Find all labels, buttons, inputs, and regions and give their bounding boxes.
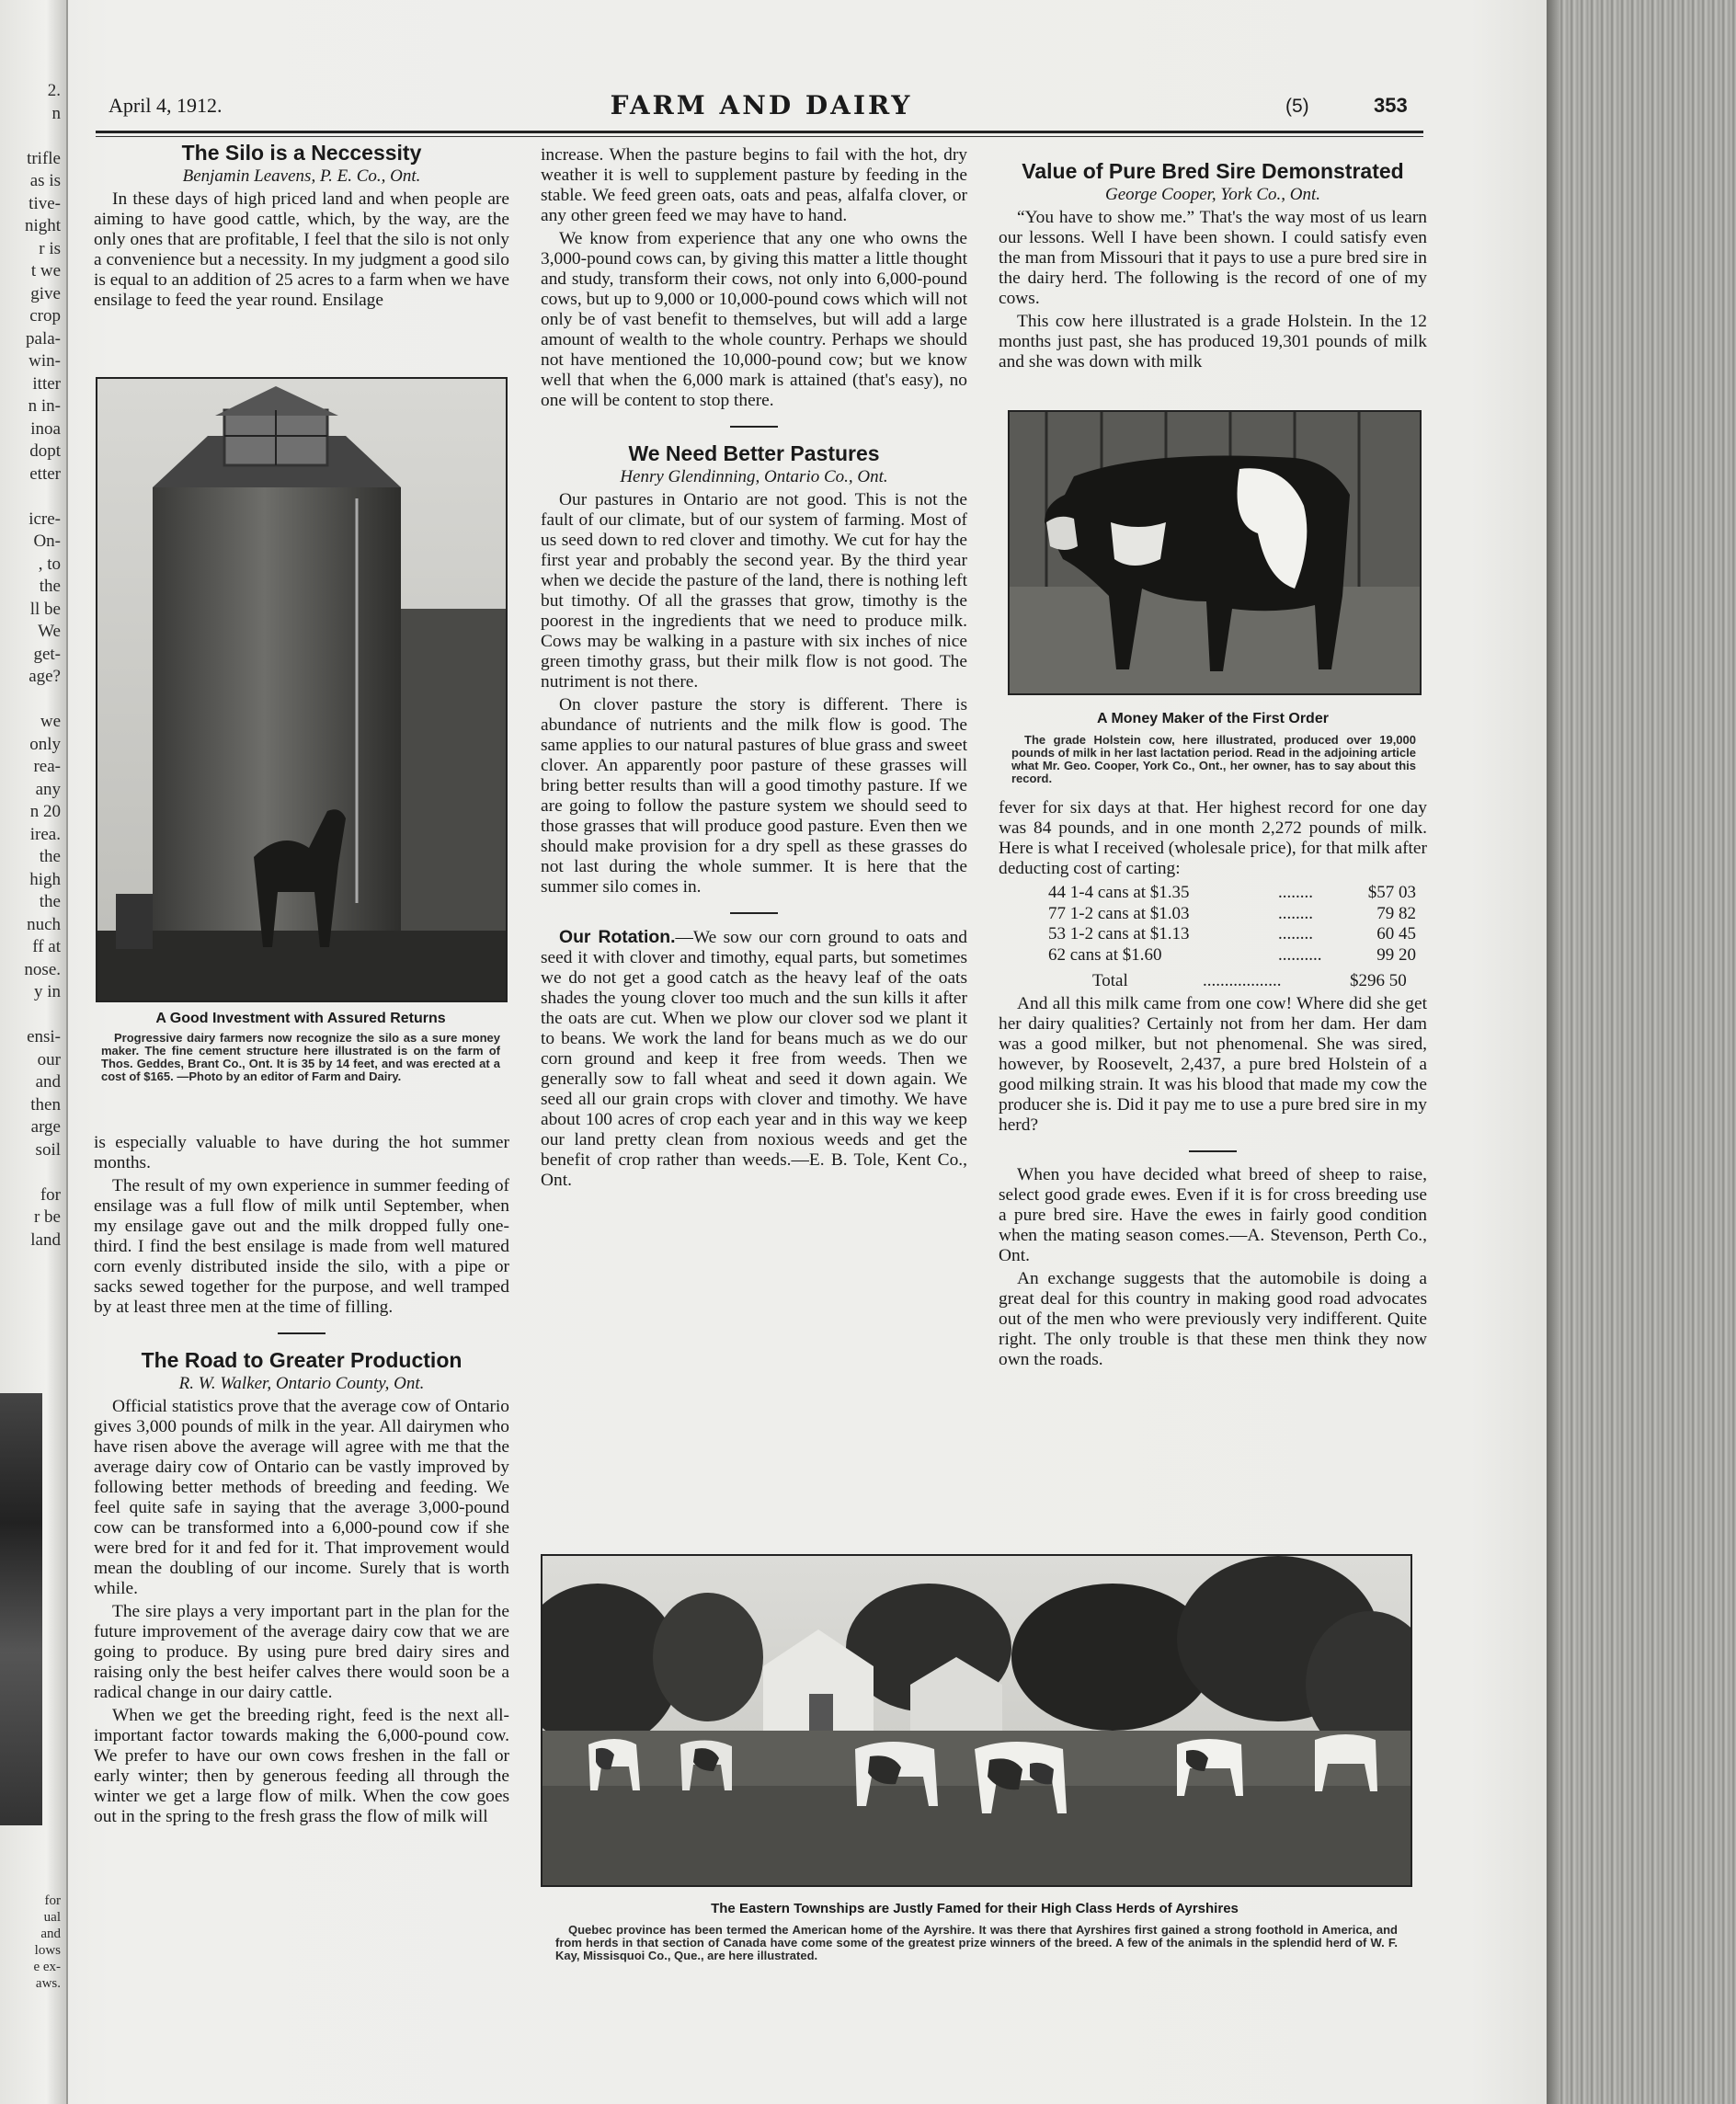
sire-article-paragraph: fever for six days at that. Her highest record for one day was 84 pounds, and in one month 2,272 pounds of milk. Here is what I received (wholesale price), for that milk after deducting cost of carting:	[999, 798, 1427, 878]
article-divider	[730, 426, 778, 428]
header-rule-thin	[96, 136, 1423, 137]
previous-page-text-fragment: y in	[33, 982, 61, 1001]
ledger-item: 77 1-2 cans at $1.03	[1048, 903, 1190, 923]
section-page-number: (5)	[1285, 96, 1309, 117]
previous-page-text-fragment: night	[24, 216, 61, 235]
previous-page-text-fragment: for	[40, 1184, 61, 1205]
column-1-bottom	[94, 1133, 509, 1827]
previous-page-text-fragment: On-	[33, 532, 61, 551]
masthead: FARM AND DAIRY	[610, 90, 913, 120]
ledger-item: 62 cans at $1.60	[1048, 944, 1162, 965]
previous-page-text-fragment: high	[29, 869, 61, 889]
pastures-article-paragraph: Our pastures in Ontario are not good. This is not the fault of our climate, but of our system of farming. Most of us seed down to red clover and timothy. We cut for hay the first year and probably the second year. By the third year when we decide the pasture of the land, there is nothing left but timothy. Of all the grasses that grow, timothy is the poorest in the ingredients that we need to produce milk. Cows may be walking in a pasture with six inches of nice green timothy grass, but their milk flow is not good. The nutriment is not there.	[541, 490, 967, 692]
sire-article-paragraph: “You have to show me.” That's the way most of us learn our lessons. Well I have been shown. I could satisfy even the man from Missouri that it pays to use a pure bred sire in the dairy herd. The following is the record of one of my cows.	[999, 208, 1427, 308]
previous-page-text-fragment: arge	[30, 1117, 61, 1137]
previous-page-text-fragment: We	[38, 622, 61, 641]
ledger-total-label: Total	[1092, 971, 1128, 990]
previous-page-text-fragment: our	[37, 1049, 61, 1069]
previous-page-text-fragment: trifle	[27, 148, 61, 168]
previous-page-text-fragment: aws.	[35, 1976, 61, 1991]
previous-page-text-fragment: then	[30, 1094, 61, 1115]
silo-article-paragraph: The result of my own experience in summer feeding of ensilage was a full flow of milk until September, when my ensilage gave out and the milk dropped fully one-third. I find the best ensilage is made from well matured corn evenly distributed inside the silo, with a pipe or sacks sewed together for the purpose, and well tramped by at least three men at the time of filling.	[94, 1176, 509, 1317]
ledger-amount: $57 03	[1367, 883, 1416, 902]
holstein-cow-photo	[1008, 410, 1422, 695]
ledger-amount: 99 20	[1376, 944, 1416, 965]
previous-page-edge	[0, 0, 68, 2104]
ledger-leader: ..........	[1278, 944, 1322, 965]
column-1-top	[94, 140, 509, 311]
cow-photo-caption-title: A Money Maker of the First Order	[1097, 711, 1329, 726]
sire-article-paragraph: And all this milk came from one cow! Where did she get her dairy qualities? Certainly not from her dam. Her dam was a good milker, but not phenomenal. She was sired, however, by Roosevelt, 2,437, a pure bred Holstein of a good milking strain. It was his blood that made my cow the producer she is. Did it pay me to use a pure bred sire in my herd?	[999, 993, 1427, 1135]
ledger-leader: ........	[1278, 883, 1313, 902]
previous-page-text-fragment: nose.	[24, 959, 61, 979]
road-article-byline: R. W. Walker, Ontario County, Ont.	[178, 1374, 425, 1393]
herd-photo-caption-title: The Eastern Townships are Justly Famed for their High Class Herds of Ayrshires	[711, 1901, 1239, 1916]
sire-article-paragraph: This cow here illustrated is a grade Holstein. In the 12 months just past, she has produced 19,301 pounds of milk and she was down with milk	[999, 312, 1427, 372]
previous-page-text-fragment: 2.	[47, 81, 61, 100]
ledger-amount: 79 82	[1376, 903, 1416, 923]
cow-photo-caption-text: The grade Holstein cow, here illustrated, produced over 19,000 pounds of milk in her last lactation period. Read in the adjoining article what Mr. Geo. Cooper, York Co., Ont., her owner, has to say about this record.	[1011, 733, 1416, 785]
column-3-bottom	[999, 798, 1427, 1370]
sire-article-title: Value of Pure Bred Sire Demonstrated	[1022, 159, 1404, 183]
road-article-paragraph: When we get the breeding right, feed is the next all-important factor towards making the 6,000-pound cow. We prefer to have our own cows freshen in the fall or early winter; then by generous feeding all through the winter we get a large flow of milk. When the cow goes out in the spring to the fresh grass the flow of milk will	[94, 1706, 509, 1826]
previous-page-text-fragment: irea.	[29, 824, 61, 844]
previous-page-text-fragment: tive-	[29, 193, 61, 213]
ledger-row	[999, 904, 1427, 925]
milk-income-ledger	[999, 883, 1427, 992]
holstein-cow-image	[1010, 412, 1420, 693]
previous-page-text-fragment: pala-	[26, 328, 61, 349]
pastures-article-byline: Henry Glendinning, Ontario Co., Ont.	[620, 467, 888, 486]
previous-page-text-fragment: and	[40, 1927, 61, 1941]
automobile-note: An exchange suggests that the automobile is doing a great deal for this country in making good road advocates out of the men who were previously very indifferent. Quite right. The only trouble is that these men think they now own the roads.	[999, 1268, 1427, 1369]
previous-page-text-fragment: ual	[43, 1910, 61, 1925]
silo-photo-caption-text: Progressive dairy farmers now recognize the silo as a sure money maker. The fine cement structure here illustrated is on the farm of Thos. Geddes, Brant Co., Ont. It is 35 by 14 feet, and was erected at a cost of $165. —Photo by an editor of Farm and Dairy.	[101, 1031, 500, 1083]
previous-page-text-fragment: age?	[29, 667, 61, 686]
previous-page-text-fragment: inoa	[30, 418, 61, 439]
article-divider	[730, 912, 778, 914]
article-divider	[278, 1332, 326, 1334]
previous-page-text-fragment: crop	[29, 306, 61, 326]
ledger-leader: ........	[1278, 924, 1313, 943]
book-page-edges	[1547, 0, 1736, 2104]
previous-page-text-fragment: ff at	[32, 937, 61, 956]
header-rule	[96, 131, 1423, 133]
road-article-paragraph: Official statistics prove that the average cow of Ontario gives 3,000 pounds of milk in the year. All dairymen who have risen above the average will agree with me that the average dairy cow of Ontario can be vastly improved by following better methods of breeding and feeding. We feel quite safe in saying that the average 3,000-pound cow can be transformed into a 6,000-pound cow if she were bred for it and fed for it. That improvement would mean the doubling of our income. Surely that is worth while.	[94, 1397, 509, 1598]
silo-image	[97, 379, 506, 1001]
ayrshire-herd-image	[542, 1556, 1410, 1885]
silo-article-paragraph: In these days of high priced land and when people are aiming to have good cattle, which, by the way, are the only ones that are profitable, I feel that the silo is not only a convenience but a necessity. In my judgment a good silo is equal to an addition of 25 acres to a farm when we have ensilage to feed the year round. Ensilage	[94, 189, 509, 310]
previous-page-photo-fragment	[0, 1393, 42, 1825]
previous-page-text-fragment: land	[30, 1229, 61, 1250]
silo-article-title: The Silo is a Neccessity	[181, 141, 422, 165]
sire-article-byline: George Cooper, York Co., Ont.	[1105, 185, 1320, 204]
previous-page-text-fragment: we	[40, 712, 61, 731]
previous-page-text-fragment: get-	[33, 644, 61, 664]
ledger-row	[999, 924, 1427, 945]
silo-article-paragraph: is especially valuable to have during the hot summer months.	[94, 1133, 509, 1172]
silo-photo-caption	[101, 1032, 500, 1083]
previous-page-text-fragment: give	[30, 283, 61, 303]
sheep-note: When you have decided what breed of sheep to raise, select good grade ewes. Even if it is for cross breeding use a pure bred sire. Have the ewes in fairly good condition when the mating season comes.—A. Stevenson, Perth Co., Ont.	[999, 1164, 1427, 1265]
previous-page-text-fragment: n	[51, 103, 61, 123]
ledger-total-leader: ..................	[1203, 971, 1282, 990]
ledger-amount: 60 45	[1376, 924, 1416, 943]
ledger-leader: ........	[1278, 903, 1313, 923]
previous-page-text-fragment: and	[35, 1072, 61, 1092]
herd-photo-caption-text: Quebec province has been termed the American home of the Ayrshire. It was there that Ayrshires first gained a strong foothold in America, and from herds in that section of Canada have come some of the greatest prize winners of the breed. A few of the animals in the splendid herd of W. F. Kay, Missisquoi Co., Que., are here illustrated.	[555, 1923, 1398, 1962]
ledger-total-row	[999, 971, 1427, 992]
ledger-item: 44 1-4 cans at $1.35	[1048, 883, 1190, 902]
road-article-paragraph: We know from experience that any one who owns the 3,000-pound cows can, by giving this matter a little thought and study, transform their cows, not only into 6,000-pound cows, but up to 9,000 or 10,000-pound cows which will not only be of vast benefit to themselves, but will add a large amount of wealth to the whole country. Perhaps we should not have mentioned the 10,000-pound cow; but we know well that when the 6,000 mark is attained (that's easy), no one will be content to stop there.	[541, 229, 967, 410]
rotation-article-text: —We sow our corn ground to oats and seed it with clover and timothy, equal parts, but sometimes we do not get a good catch as the heavy leaf of the oats shades the young clover too much and the sun kills it after the oats are cut. When we plow our clover sod we plant it to beans. We work the land for beans much as we do our corn ground and keep it free from weeds. Then we generally sow to fall wheat and seed it down again. We seed all our grain crops with clover and timothy. We have about 100 acres of crop each year and in this way we keep our land pretty clean from noxious weeds and get the benefit of crop rather than weeds.—E. B. Tole, Kent Co., Ont.	[541, 928, 967, 1190]
column-3-top	[999, 158, 1427, 372]
silo-article-byline: Benjamin Leavens, P. E. Co., Ont.	[182, 166, 421, 186]
article-divider	[1189, 1150, 1237, 1152]
issue-date: April 4, 1912.	[108, 94, 223, 117]
previous-page-text-fragment: dopt	[29, 441, 61, 461]
road-article-paragraph: increase. When the pasture begins to fail with the hot, dry weather it is well to supplement pasture by feeding in the stable. We feed green oats, oats and peas, alfalfa clover, or any other green feed we may have to hand.	[541, 145, 967, 225]
ledger-total-amount: $296 50	[1350, 971, 1407, 990]
previous-page-text-fragment: n 20	[29, 802, 61, 821]
road-article-title: The Road to Greater Production	[141, 1348, 463, 1372]
road-article-paragraph: The sire plays a very important part in the plan for the future improvement of the average dairy cow that we are going to produce. By using pure bred dairy sires and raising only the best heifer calves there would soon be a radical change in our dairy cattle.	[94, 1602, 509, 1702]
previous-page-text-fragment: the	[39, 847, 61, 866]
column-2	[541, 145, 967, 1191]
silo-photo	[96, 377, 508, 1002]
previous-page-text-fragment: n in-	[28, 396, 61, 416]
silo-photo-caption-title: A Good Investment with Assured Returns	[155, 1011, 446, 1026]
previous-page-text-fragment: icre-	[29, 509, 61, 529]
previous-page-text-fragment: r is	[39, 238, 61, 258]
pastures-article-paragraph: On clover pasture the story is different. There is abundance of nutrients and the milk flow is good. The same applies to our natural pastures of blue grass and sweet clover. An apparently poor pasture of these grasses will bring better results than will a good timothy pasture. If we are going to follow the pasture system we should seed to those grasses that will produce good pasture. Even then we should make provision for a dry spell as these grasses do not last during the whole summer. It is here that the summer silo comes in.	[541, 695, 967, 897]
previous-page-text-fragment: r be	[33, 1207, 61, 1227]
previous-page-text-fragment: any	[35, 779, 61, 799]
previous-page-text-fragment: , to	[38, 554, 61, 574]
previous-page-text-fragment: for	[44, 1893, 61, 1908]
page-header	[108, 92, 1414, 125]
rotation-article	[541, 927, 967, 1191]
pastures-article-title: We Need Better Pastures	[628, 441, 880, 465]
previous-page-text-fragment: nuch	[27, 914, 61, 934]
previous-page-text-fragment: ensi-	[27, 1027, 61, 1046]
herd-photo-caption	[555, 1924, 1398, 1962]
ledger-row	[999, 945, 1427, 966]
ayrshire-herd-photo	[541, 1554, 1412, 1887]
ledger-item: 53 1-2 cans at $1.13	[1048, 924, 1190, 943]
previous-page-text-fragment: rea-	[33, 757, 61, 776]
previous-page-text-fragment: itter	[32, 373, 61, 394]
previous-page-text-fragment: win-	[29, 351, 61, 371]
previous-page-text-fragment: ll be	[29, 599, 61, 619]
rotation-runin-head: Our Rotation.	[559, 927, 676, 947]
previous-page-text-fragment: etter	[29, 463, 61, 484]
folio-number: 353	[1374, 94, 1408, 117]
previous-page-text-fragment: soil	[35, 1139, 61, 1160]
previous-page-text-fragment: the	[39, 577, 61, 596]
previous-page-text-fragment: only	[29, 734, 61, 754]
previous-page-text-fragment: t we	[30, 261, 61, 280]
ledger-row	[999, 883, 1427, 904]
previous-page-text-fragment: the	[39, 892, 61, 911]
previous-page-text-fragment: e ex-	[33, 1960, 61, 1974]
previous-page-text-fragment: as is	[29, 171, 61, 190]
cow-photo-caption	[1011, 734, 1416, 785]
previous-page-text-fragment: lows	[34, 1943, 61, 1958]
